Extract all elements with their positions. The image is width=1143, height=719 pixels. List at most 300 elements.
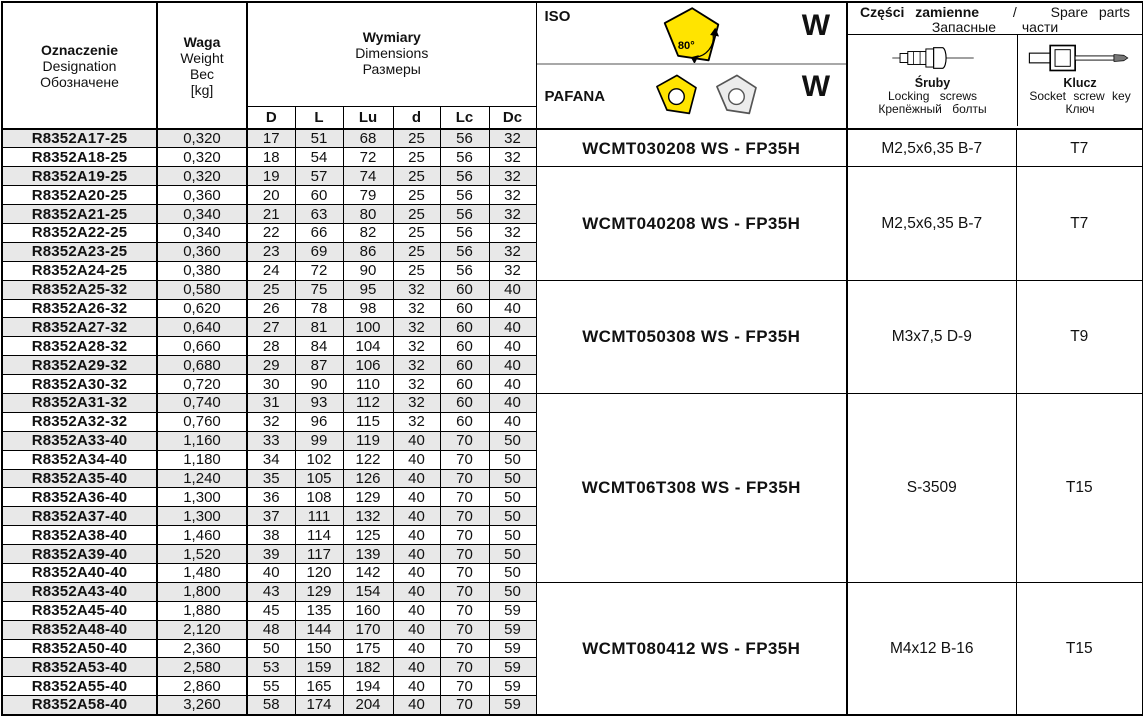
- cell-Lu: 79: [343, 186, 393, 205]
- header-weight: [157, 2, 247, 129]
- cell-Lu: 194: [343, 677, 393, 696]
- cell-weight: 0,340: [157, 223, 247, 242]
- col-header-Dc: Dc: [489, 106, 536, 129]
- insert-designation-cell: WCMT030208 WS - FP35H: [536, 129, 847, 167]
- cell-Lc: 70: [440, 526, 489, 545]
- cell-Lu: 129: [343, 488, 393, 507]
- cell-d: 40: [393, 601, 440, 620]
- cell-designation: R8352A34-40: [2, 450, 157, 469]
- cell-L: 111: [295, 507, 343, 526]
- cell-Dc: 50: [489, 563, 536, 582]
- cell-Lc: 60: [440, 356, 489, 375]
- cell-Lc: 56: [440, 223, 489, 242]
- cell-Lc: 70: [440, 639, 489, 658]
- cell-Dc: 59: [489, 601, 536, 620]
- cell-Dc: 50: [489, 450, 536, 469]
- cell-Dc: 59: [489, 696, 536, 715]
- cell-L: 78: [295, 299, 343, 318]
- cell-D: 53: [247, 658, 295, 677]
- cell-Lu: 175: [343, 639, 393, 658]
- header-dimensions-en: Dimensions: [355, 45, 429, 61]
- cell-L: 90: [295, 375, 343, 394]
- cell-designation: R8352A28-32: [2, 337, 157, 356]
- cell-weight: 1,520: [157, 545, 247, 564]
- cell-weight: 1,480: [157, 563, 247, 582]
- cell-d: 32: [393, 412, 440, 431]
- cell-Dc: 40: [489, 412, 536, 431]
- spare-title-ru: Запасные части: [931, 19, 1059, 35]
- cell-D: 29: [247, 356, 295, 375]
- insert-designation-cell: WCMT050308 WS - FP35H: [536, 280, 847, 393]
- cell-Dc: 32: [489, 186, 536, 205]
- cell-Lc: 56: [440, 186, 489, 205]
- cell-D: 58: [247, 696, 295, 715]
- table-row: [2, 167, 1143, 186]
- cell-d: 32: [393, 318, 440, 337]
- insert-designation-cell: WCMT040208 WS - FP35H: [536, 167, 847, 280]
- cell-D: 50: [247, 639, 295, 658]
- cell-designation: R8352A38-40: [2, 526, 157, 545]
- cell-Lu: 142: [343, 563, 393, 582]
- cell-D: 24: [247, 261, 295, 280]
- cell-d: 32: [393, 280, 440, 299]
- spare-parts-title: [848, 3, 1142, 35]
- spare-title-sep: /: [1012, 4, 1017, 20]
- cell-Dc: 32: [489, 148, 536, 167]
- cell-d: 40: [393, 582, 440, 601]
- cell-Dc: 32: [489, 223, 536, 242]
- cell-weight: 0,740: [157, 393, 247, 412]
- cell-Dc: 59: [489, 677, 536, 696]
- cell-d: 40: [393, 563, 440, 582]
- cell-weight: 0,760: [157, 412, 247, 431]
- screws-label-en: Locking screws: [888, 89, 978, 103]
- cell-Lu: 126: [343, 469, 393, 488]
- cell-d: 40: [393, 620, 440, 639]
- cell-weight: 2,360: [157, 639, 247, 658]
- cell-d: 40: [393, 545, 440, 564]
- cell-Dc: 40: [489, 318, 536, 337]
- cell-weight: 1,160: [157, 431, 247, 450]
- key-cell: T7: [1016, 167, 1143, 280]
- cell-d: 40: [393, 526, 440, 545]
- cell-Dc: 32: [489, 167, 536, 186]
- cell-Dc: 32: [489, 129, 536, 148]
- key-cell: T7: [1016, 129, 1143, 167]
- cell-Lc: 70: [440, 431, 489, 450]
- cell-designation: R8352A43-40: [2, 582, 157, 601]
- cell-D: 32: [247, 412, 295, 431]
- insert-angle-label: 80°: [677, 40, 695, 53]
- insert-80deg-icon: [655, 6, 731, 64]
- cell-d: 40: [393, 488, 440, 507]
- cell-weight: 2,580: [157, 658, 247, 677]
- screw-cell: M3x7,5 D-9: [847, 280, 1016, 393]
- cell-weight: 2,860: [157, 677, 247, 696]
- cell-designation: R8352A36-40: [2, 488, 157, 507]
- cell-Dc: 50: [489, 507, 536, 526]
- cell-weight: 3,260: [157, 696, 247, 715]
- cell-Lu: 106: [343, 356, 393, 375]
- cell-D: 28: [247, 337, 295, 356]
- cell-weight: 0,320: [157, 167, 247, 186]
- cell-D: 40: [247, 563, 295, 582]
- screws-label-ru: Крепёжный болты: [878, 102, 987, 116]
- cell-Lu: 154: [343, 582, 393, 601]
- cell-Dc: 32: [489, 261, 536, 280]
- cell-designation: R8352A35-40: [2, 469, 157, 488]
- cell-Lc: 56: [440, 148, 489, 167]
- cell-designation: R8352A19-25: [2, 167, 157, 186]
- locking-screw-icon: [891, 40, 975, 76]
- key-cell: T9: [1016, 280, 1143, 393]
- cell-Lc: 70: [440, 450, 489, 469]
- cell-D: 20: [247, 186, 295, 205]
- cell-L: 84: [295, 337, 343, 356]
- cell-Dc: 50: [489, 488, 536, 507]
- cell-Lc: 70: [440, 582, 489, 601]
- header-dimensions: [247, 2, 536, 106]
- cell-d: 32: [393, 356, 440, 375]
- iso-shape-letter: W: [801, 9, 831, 42]
- cell-Lu: 110: [343, 375, 393, 394]
- cell-designation: R8352A33-40: [2, 431, 157, 450]
- insert-designation-cell: WCMT080412 WS - FP35H: [536, 582, 847, 714]
- cell-designation: R8352A22-25: [2, 223, 157, 242]
- cell-Lc: 56: [440, 242, 489, 261]
- cell-Lc: 56: [440, 167, 489, 186]
- cell-D: 45: [247, 601, 295, 620]
- cell-designation: R8352A55-40: [2, 677, 157, 696]
- cell-Lc: 70: [440, 469, 489, 488]
- cell-d: 40: [393, 639, 440, 658]
- cell-d: 32: [393, 393, 440, 412]
- cell-designation: R8352A48-40: [2, 620, 157, 639]
- cell-d: 32: [393, 299, 440, 318]
- table-body: [2, 129, 1143, 715]
- cell-weight: 1,800: [157, 582, 247, 601]
- insert-designation-cell: WCMT06T308 WS - FP35H: [536, 393, 847, 582]
- cell-designation: R8352A39-40: [2, 545, 157, 564]
- cell-d: 32: [393, 337, 440, 356]
- cell-Dc: 40: [489, 393, 536, 412]
- cell-Lc: 60: [440, 280, 489, 299]
- cell-Lc: 60: [440, 375, 489, 394]
- cell-Lu: 82: [343, 223, 393, 242]
- screw-cell: S-3509: [847, 393, 1016, 582]
- cell-designation: R8352A24-25: [2, 261, 157, 280]
- cell-weight: 0,320: [157, 129, 247, 148]
- cell-Dc: 32: [489, 242, 536, 261]
- cell-designation: R8352A21-25: [2, 205, 157, 224]
- cell-Lu: 72: [343, 148, 393, 167]
- header-designation-pl: Oznaczenie: [40, 41, 119, 58]
- cell-L: 69: [295, 242, 343, 261]
- cell-d: 25: [393, 148, 440, 167]
- iso-label: ISO: [544, 8, 571, 25]
- cell-L: 81: [295, 318, 343, 337]
- cell-Dc: 40: [489, 375, 536, 394]
- cell-Lc: 60: [440, 299, 489, 318]
- cell-Dc: 59: [489, 620, 536, 639]
- cell-designation: R8352A20-25: [2, 186, 157, 205]
- cell-Lu: 74: [343, 167, 393, 186]
- cell-Lu: 170: [343, 620, 393, 639]
- key-cell: T15: [1016, 393, 1143, 582]
- cell-D: 37: [247, 507, 295, 526]
- cell-d: 32: [393, 375, 440, 394]
- cell-Lc: 70: [440, 677, 489, 696]
- cell-Lu: 182: [343, 658, 393, 677]
- catalog-table: [1, 1, 1143, 716]
- cell-weight: 1,460: [157, 526, 247, 545]
- cell-L: 87: [295, 356, 343, 375]
- cell-Lc: 56: [440, 129, 489, 148]
- cell-Lu: 112: [343, 393, 393, 412]
- cell-designation: R8352A17-25: [2, 129, 157, 148]
- cell-D: 55: [247, 677, 295, 696]
- cell-D: 18: [247, 148, 295, 167]
- cell-d: 40: [393, 507, 440, 526]
- cell-designation: R8352A50-40: [2, 639, 157, 658]
- cell-Lc: 70: [440, 507, 489, 526]
- cell-L: 135: [295, 601, 343, 620]
- cell-d: 40: [393, 450, 440, 469]
- cell-Dc: 59: [489, 639, 536, 658]
- cell-Lc: 56: [440, 205, 489, 224]
- cell-D: 35: [247, 469, 295, 488]
- cell-D: 34: [247, 450, 295, 469]
- cell-Dc: 40: [489, 337, 536, 356]
- cell-Lu: 95: [343, 280, 393, 299]
- key-label-en: Socket screw key: [1029, 89, 1131, 103]
- iso-row: [537, 3, 847, 63]
- cell-L: 66: [295, 223, 343, 242]
- cell-weight: 0,580: [157, 280, 247, 299]
- cell-D: 33: [247, 431, 295, 450]
- insert-coated-icon: [653, 73, 701, 118]
- cell-L: 93: [295, 393, 343, 412]
- cell-Dc: 50: [489, 431, 536, 450]
- cell-weight: 1,180: [157, 450, 247, 469]
- cell-weight: 1,300: [157, 507, 247, 526]
- cell-D: 22: [247, 223, 295, 242]
- cell-Lc: 70: [440, 563, 489, 582]
- cell-L: 57: [295, 167, 343, 186]
- cell-D: 31: [247, 393, 295, 412]
- cell-designation: R8352A27-32: [2, 318, 157, 337]
- cell-weight: 0,340: [157, 205, 247, 224]
- cell-Lc: 60: [440, 393, 489, 412]
- table-row: [2, 393, 1143, 412]
- cell-Dc: 50: [489, 582, 536, 601]
- cell-d: 40: [393, 469, 440, 488]
- cell-D: 25: [247, 280, 295, 299]
- cell-D: 17: [247, 129, 295, 148]
- header-weight-pl: Waga: [183, 33, 221, 50]
- cell-L: 129: [295, 582, 343, 601]
- cell-Lu: 104: [343, 337, 393, 356]
- cell-d: 25: [393, 261, 440, 280]
- cell-d: 25: [393, 167, 440, 186]
- key-label-pl: Klucz: [1063, 76, 1097, 90]
- header-weight-unit: [kg]: [190, 81, 214, 98]
- header-designation-en: Designation: [42, 57, 117, 74]
- screw-cell: M4x12 B-16: [847, 582, 1016, 714]
- cell-d: 25: [393, 242, 440, 261]
- cell-D: 43: [247, 582, 295, 601]
- cell-D: 36: [247, 488, 295, 507]
- cell-weight: 2,120: [157, 620, 247, 639]
- cell-designation: R8352A29-32: [2, 356, 157, 375]
- cell-designation: R8352A25-32: [2, 280, 157, 299]
- cell-Dc: 40: [489, 356, 536, 375]
- cell-Lc: 70: [440, 658, 489, 677]
- header-designation-ru: Обозначене: [40, 73, 119, 90]
- cell-L: 102: [295, 450, 343, 469]
- cell-L: 165: [295, 677, 343, 696]
- cell-designation: R8352A18-25: [2, 148, 157, 167]
- cell-L: 108: [295, 488, 343, 507]
- header-dimensions-ru: Размеры: [362, 61, 421, 77]
- cell-Lc: 60: [440, 412, 489, 431]
- spare-key-header: [1017, 35, 1142, 126]
- cell-D: 30: [247, 375, 295, 394]
- cell-weight: 1,240: [157, 469, 247, 488]
- pafana-label: PAFANA: [544, 88, 606, 105]
- cell-Dc: 50: [489, 526, 536, 545]
- cell-Lu: 100: [343, 318, 393, 337]
- cell-weight: 0,320: [157, 148, 247, 167]
- cell-Lu: 86: [343, 242, 393, 261]
- col-header-D: D: [247, 106, 295, 129]
- cell-weight: 0,660: [157, 337, 247, 356]
- cell-Lu: 68: [343, 129, 393, 148]
- cell-Dc: 32: [489, 205, 536, 224]
- col-header-Lu: Lu: [343, 106, 393, 129]
- cell-designation: R8352A37-40: [2, 507, 157, 526]
- cell-L: 51: [295, 129, 343, 148]
- cell-weight: 0,360: [157, 186, 247, 205]
- cell-L: 99: [295, 431, 343, 450]
- cell-L: 117: [295, 545, 343, 564]
- cell-Lc: 70: [440, 488, 489, 507]
- cell-designation: R8352A23-25: [2, 242, 157, 261]
- cell-Lu: 132: [343, 507, 393, 526]
- cell-Dc: 50: [489, 545, 536, 564]
- cell-Dc: 59: [489, 658, 536, 677]
- pafana-row: [537, 63, 847, 128]
- cell-L: 60: [295, 186, 343, 205]
- cell-L: 72: [295, 261, 343, 280]
- header-weight-en: Weight: [180, 49, 224, 66]
- cell-d: 25: [393, 186, 440, 205]
- cell-weight: 0,380: [157, 261, 247, 280]
- cell-Lu: 160: [343, 601, 393, 620]
- cell-d: 40: [393, 696, 440, 715]
- col-header-L: L: [295, 106, 343, 129]
- table-row: [2, 129, 1143, 148]
- cell-L: 54: [295, 148, 343, 167]
- cell-Lc: 70: [440, 620, 489, 639]
- cell-Lu: 139: [343, 545, 393, 564]
- cell-Lu: 122: [343, 450, 393, 469]
- header-spare-parts: [847, 2, 1143, 129]
- spare-title-pl: Części zamienne: [860, 4, 980, 20]
- cell-Lc: 70: [440, 545, 489, 564]
- cell-Lc: 60: [440, 318, 489, 337]
- spare-screws-header: [848, 35, 1017, 126]
- cell-L: 174: [295, 696, 343, 715]
- screws-label-pl: Śruby: [914, 76, 951, 90]
- header-weight-ru: Вес: [189, 65, 215, 82]
- cell-Lu: 125: [343, 526, 393, 545]
- cell-designation: R8352A31-32: [2, 393, 157, 412]
- pafana-shape-letter: W: [801, 70, 831, 103]
- cell-Lc: 56: [440, 261, 489, 280]
- cell-weight: 0,680: [157, 356, 247, 375]
- header-designation: [2, 2, 157, 129]
- cell-designation: R8352A32-32: [2, 412, 157, 431]
- cell-L: 63: [295, 205, 343, 224]
- screw-cell: M2,5x6,35 B-7: [847, 167, 1016, 280]
- cell-designation: R8352A30-32: [2, 375, 157, 394]
- screw-cell: M2,5x6,35 B-7: [847, 129, 1016, 167]
- cell-D: 48: [247, 620, 295, 639]
- cell-L: 75: [295, 280, 343, 299]
- key-label-ru: Ключ: [1065, 102, 1095, 116]
- cell-weight: 0,720: [157, 375, 247, 394]
- cell-Lc: 70: [440, 696, 489, 715]
- cell-Lu: 119: [343, 431, 393, 450]
- cell-Dc: 50: [489, 469, 536, 488]
- socket-screw-key-icon: [1028, 40, 1132, 76]
- table-row: [2, 280, 1143, 299]
- spare-title-en: Spare parts: [1050, 4, 1130, 20]
- cell-D: 38: [247, 526, 295, 545]
- cell-weight: 0,360: [157, 242, 247, 261]
- cell-designation: R8352A53-40: [2, 658, 157, 677]
- cell-L: 120: [295, 563, 343, 582]
- cell-weight: 1,880: [157, 601, 247, 620]
- cell-D: 39: [247, 545, 295, 564]
- cell-d: 40: [393, 431, 440, 450]
- cell-L: 159: [295, 658, 343, 677]
- cell-L: 96: [295, 412, 343, 431]
- cell-D: 19: [247, 167, 295, 186]
- cell-Lu: 90: [343, 261, 393, 280]
- col-header-d: d: [393, 106, 440, 129]
- cell-Lc: 60: [440, 337, 489, 356]
- cell-Lu: 115: [343, 412, 393, 431]
- cell-d: 40: [393, 658, 440, 677]
- cell-L: 105: [295, 469, 343, 488]
- cell-d: 25: [393, 223, 440, 242]
- cell-designation: R8352A45-40: [2, 601, 157, 620]
- col-header-Lc: Lc: [440, 106, 489, 129]
- cell-L: 114: [295, 526, 343, 545]
- cell-D: 23: [247, 242, 295, 261]
- cell-designation: R8352A40-40: [2, 563, 157, 582]
- cell-D: 26: [247, 299, 295, 318]
- table-row: [2, 582, 1143, 601]
- cell-weight: 1,300: [157, 488, 247, 507]
- cell-d: 40: [393, 677, 440, 696]
- cell-Lu: 98: [343, 299, 393, 318]
- cell-Dc: 40: [489, 299, 536, 318]
- cell-d: 25: [393, 129, 440, 148]
- cell-weight: 0,620: [157, 299, 247, 318]
